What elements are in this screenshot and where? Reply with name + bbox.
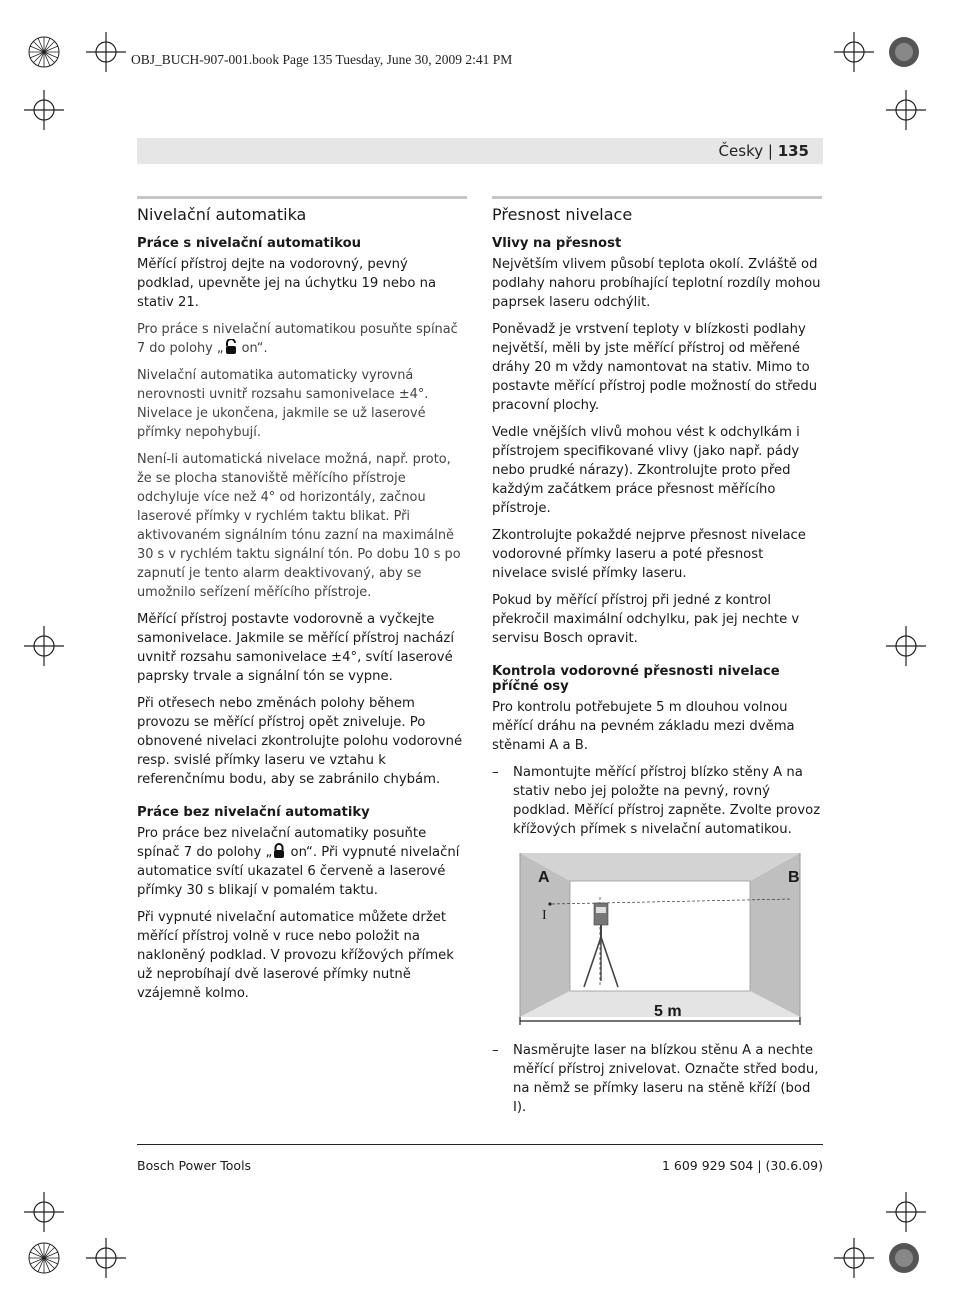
dash-marker: – [492, 1043, 499, 1058]
list-item [492, 1041, 822, 1117]
registration-mark-icon [886, 626, 926, 666]
paragraph: Měřící přístroj postavte vodorovně a vyčkejte samonivelace. Jakmile se měřící přístroj nachází uvnitř rozsahu samonivelace ±4°, svítí laserové paprsky trvale a signální tón se vypne. [137, 612, 454, 684]
registration-mark-icon [834, 32, 874, 72]
registration-mark-icon [886, 1192, 926, 1232]
footer-rule [137, 1144, 823, 1145]
left-column [137, 196, 467, 1011]
paragraph: Při vypnuté nivelační automatice můžete držet měřící přístroj volně v ruce nebo položit na nakloněný podklad. V provozu křížových přímek už neprobíhají dvě laserové přímky nutně vzájemně kolmo. [137, 910, 454, 1001]
wall-b-label: B [788, 869, 800, 886]
list-item [492, 763, 822, 839]
registration-mark-icon [24, 90, 64, 130]
paragraph: Zkontrolujte pokaždé nejprve přesnost nivelace vodorovné přímky laseru a poté přesnost nivelace svislé přímky laseru. [492, 528, 806, 581]
footer-code: 1 609 929 S04 | (30.6.09) [661, 1158, 823, 1173]
subsection-heading: Vlivy na přesnost [492, 236, 622, 251]
subsection-heading: Práce bez nivelační automatiky [137, 805, 370, 820]
subsection-heading: Práce s nivelační automatikou [137, 236, 362, 251]
paragraph: Největším vlivem působí teplota okolí. Zvláště od podlahy nahoru probíhající teplotní rozdíly mohou paprsek laseru odchýlit. [492, 257, 821, 310]
right-column [492, 196, 822, 1123]
paragraph: Není-li automatická nivelace možná, např. proto, že se plocha stanoviště měřícího přístroje odchyluje více než 4° od horizontály, začnou laserové přímky v rychlém taktu blikat. Při aktivovaném signálním tónu zazní na maximálně 30 s v rychlém taktu signální tón. Po dobu 10 s po zapnutí je tento alarm deaktivovaný, aby se umožnilo seřízení měřícího přístroje. [137, 452, 461, 600]
registration-mark-icon [24, 1192, 64, 1232]
distance-label: 5 m [654, 1003, 682, 1020]
list-item-text: Nasměrujte laser na blízkou stěnu A a nechte měřící přístroj znivelovat. Označte střed bodu, na němž se přímky laseru na stěně kříží (bod I). [513, 1043, 819, 1115]
paragraph: Poněvadž je vrstvení teploty v blízkosti podlahy největší, měli by jste měřící přístroj od měřené dráhy 20 m vždy namontovat na stativ. Mimo to postavte měřící přístroj podle možností do středu pracovní plochy. [492, 322, 818, 413]
page-number: 135 [777, 142, 809, 160]
registration-mark-icon [86, 1238, 126, 1278]
registration-mark-icon [24, 1238, 64, 1278]
dash-marker: – [492, 765, 499, 780]
text-run: Pro práce bez nivelační automatiky posuňte spínač 7 do polohy „ [137, 826, 427, 860]
paragraph: Měřící přístroj dejte na vodorovný, pevný podklad, upevněte jej na úchytku 19 nebo na stativ 21. [137, 257, 437, 310]
paragraph: Při otřesech nebo změnách polohy během provozu se měřící přístroj opět zniveluje. Po obnovené nivelaci zkontrolujte polohu vodorovné resp. svislé přímky laseru ve vztahu k referenčnímu bodu, aby se zabránilo chybám. [137, 696, 463, 787]
page-header [137, 138, 823, 164]
footer-brand: Bosch Power Tools [137, 1158, 252, 1173]
registration-mark-icon [884, 1238, 924, 1278]
paragraph: Pro kontrolu potřebujete 5 m dlouhou volnou měřící dráhu na pevném základu mezi dvěma stěnami A a B. [492, 700, 795, 753]
paragraph [137, 824, 467, 900]
lock-closed-icon [272, 843, 286, 859]
room-diagram [492, 845, 822, 1031]
registration-mark-icon [884, 32, 924, 72]
wall-a-label: A [538, 869, 550, 886]
registration-mark-icon [886, 90, 926, 130]
text-run: Pro práce s nivelační automatikou posuňte spínač 7 do polohy „ [137, 322, 458, 356]
paragraph: Vedle vnějších vlivů mohou vést k odchylkám i přístrojem specifikované vlivy (jako např. pády nebo prudké nárazy). Zkontrolujte proto před každým začátkem práce přesnost měřícího přístroje. [492, 425, 800, 516]
registration-mark-icon [24, 32, 64, 72]
registration-mark-icon [24, 626, 64, 666]
paragraph [137, 320, 467, 358]
registration-mark-icon [86, 32, 126, 72]
print-metadata: OBJ_BUCH-907-001.book Page 135 Tuesday, June 30, 2009 2:41 PM [131, 52, 513, 67]
lock-open-icon [224, 339, 238, 355]
language-label: Česky [718, 142, 764, 160]
paragraph: Nivelační automatika automaticky vyrovná nerovnosti uvnitř rozsahu samonivelace ±4°. Nivelace je ukončena, jakmile se už laserové přímky nepohybují. [137, 368, 429, 440]
text-run: on“. Při vypnuté nivelační automatice svítí ukazatel 6 červeně a laserové přímky 30 s blikají v pomalém taktu. [137, 845, 460, 898]
registration-mark-icon [834, 1238, 874, 1278]
page-header-label: Česky | 135 [718, 142, 809, 160]
paragraph: Pokud by měřící přístroj při jedné z kontrol překročil maximální odchylku, pak jej nechte v servisu Bosch opravit. [492, 593, 800, 646]
text-run: on“. [237, 341, 268, 356]
point-label: I [542, 908, 547, 923]
list-item-text: Namontujte měřící přístroj blízko stěny A na stativ nebo jej položte na pevný, rovný podklad. Měřící přístroj zapněte. Zvolte provoz křížových přímek s nivelační automatikou. [513, 765, 821, 837]
section-title: Nivelační automatika [137, 196, 467, 224]
subsection-heading: Kontrola vodorovné přesnosti nivelace příčné osy [492, 664, 780, 694]
section-title: Přesnost nivelace [492, 196, 822, 224]
